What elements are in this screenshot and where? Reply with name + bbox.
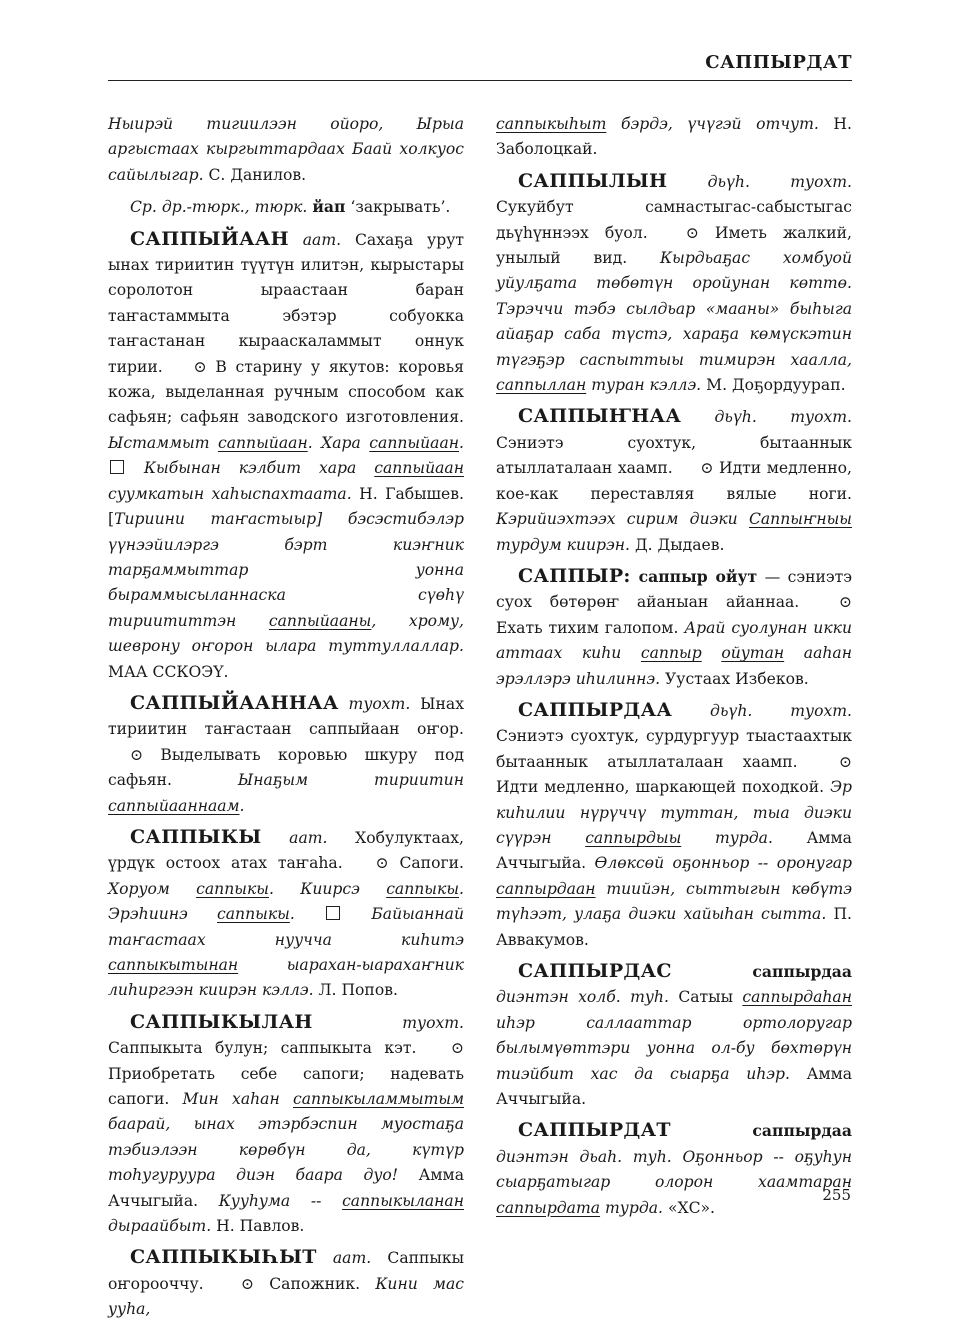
example-headword-form: Саппыҥныы	[748, 510, 852, 529]
circled-dot-icon: ⊙	[838, 593, 852, 612]
italic-text: туохт.	[312, 1013, 464, 1032]
headword: САППЫЙААН	[130, 227, 289, 250]
italic-text: иһэр саллааттар ортолоругар былымүөттэри уонна ол-бу бөхтөрүн тиэйбит хас да сыарҕа иһэр.	[496, 1013, 852, 1083]
headword: САППЫҤНАА	[518, 405, 682, 428]
circled-dot-icon: ⊙	[375, 854, 389, 873]
body-text: Амма Аччыгыйа.	[496, 828, 852, 873]
example-headword-form: саппыйаан	[369, 433, 460, 452]
body-text: Сэниэтэ суохтук, сурдургуур тыастаахтык бытааннык атыллаталаан хаамп.	[496, 727, 852, 771]
italic-text: аат.	[316, 1249, 372, 1268]
body-text: Ынах тириитин таҥастаан саппыйаан оҥор.	[108, 694, 464, 739]
example-headword-form: саппыкы	[386, 879, 460, 898]
body-text: Приобретать себе сапоги; надевать сапоги.	[108, 1064, 464, 1109]
italic-text: аат.	[288, 230, 342, 249]
italic-text: . Киирсэ	[269, 879, 387, 898]
italic-text: Ср. др.-тюрк., тюрк.	[130, 198, 313, 217]
dictionary-entry	[108, 825, 464, 1004]
body-text: Н. Павлов.	[211, 1217, 305, 1236]
body-text: Ехать тихим галопом.	[496, 618, 685, 637]
example-headword-form: саппыкыһыт	[496, 115, 607, 133]
body-text: Иметь жалкий, унылый вид.	[496, 223, 853, 268]
body-text: Выделывать коровью шкуру под сафьян.	[108, 745, 464, 790]
headword: САППЫЙААННАА	[130, 691, 339, 714]
body-text: Уустаах Избеков.	[660, 669, 809, 688]
body-text: ‘закрывать’.	[345, 198, 451, 217]
italic-text	[702, 644, 722, 662]
italic-text: дьүһ. туохт.	[681, 408, 852, 427]
body-text: Д. Дыдаев.	[629, 535, 725, 554]
italic-text: Кэрийиэхтээх сирим диэки	[496, 510, 749, 529]
headword: САППЫКЫҺЫТ	[130, 1246, 317, 1269]
italic-text: Эр киһилии нүрүччү туттан, тыа диэки сүүрэн	[496, 778, 852, 847]
example-headword-form: саппыйаан	[374, 459, 464, 478]
body-text: Саппыкыта булун; саппыкыта кэт.	[108, 1039, 429, 1058]
body-text: Идти медленно, кое-как переставляя вялые ноги.	[496, 459, 853, 503]
italic-text: .	[239, 796, 245, 815]
example-headword-form: саппырдаһан	[742, 988, 852, 1007]
italic-text: ааһан эрэллэрэ иһилиннэ.	[496, 644, 852, 688]
italic-text: Өлөксөй оҕонньор -- оронугар	[594, 854, 852, 873]
body-text: МАА ССКОЭҮ.	[108, 662, 229, 681]
italic-text: ыарахан-ыарахаҥник лиһиргээн киирэн кэллэ.	[108, 956, 464, 1000]
dictionary-entry	[108, 1010, 464, 1240]
italic-text: Кууһума --	[218, 1191, 343, 1210]
example-headword-form: саппыкытынан	[108, 956, 239, 974]
italic-text: диэнтэн дьаһ. туһ.	[496, 1147, 672, 1166]
italic-text: тиийэн, сыттыгын көбүтэ түһээт, улаҕа диэки хайыһан сытта.	[496, 879, 852, 924]
circled-dot-icon: ⊙	[130, 745, 144, 764]
headword: САППЫЛЫН	[518, 169, 668, 192]
example-headword-form: саппыйааннаам	[108, 796, 240, 815]
headword: САППЫРДАТ	[518, 1119, 671, 1142]
circled-dot-icon: ⊙	[685, 223, 699, 242]
italic-text: Кини мас ууһа,	[108, 1274, 465, 1319]
page-number: 255	[822, 1186, 851, 1204]
italic-text: .	[459, 433, 464, 452]
italic-text: Кырдьаҕас хомбуой уйулҕата төбөтүн оройунан көттө. Тэрэччи тэбэ сылдьар «мааны» быһыга айаҕар саба түстэ, хараҕа көмүскэтин түгэҕэр саспыттыы тимирэн хаалла,	[496, 249, 852, 369]
italic-text: суумкатын хаһыспахтаата.	[108, 484, 352, 503]
italic-text: турда.	[681, 828, 773, 847]
italic-text: диэнтэн холб. туһ.	[496, 988, 669, 1007]
italic-text: . Эрэһиинэ	[108, 879, 464, 924]
body-text: Сукуйбут самнастыгас-сабыстыгас дьүһүннээх буол.	[496, 198, 852, 242]
dictionary-entry	[496, 1118, 852, 1221]
dictionary-entry	[108, 227, 464, 685]
bold-text: йап	[312, 197, 346, 217]
example-headword-form: ойутан	[721, 644, 785, 663]
body-text: Амма Аччыгыйа.	[108, 1166, 464, 1210]
headword: САППЫРДАС	[518, 960, 672, 982]
circled-dot-icon: ⊙	[700, 459, 714, 478]
example-headword-form: саппырдаан	[496, 879, 596, 898]
dictionary-entry	[108, 194, 464, 220]
italic-text: туран кэллэ.	[586, 376, 702, 395]
body-text: Хобулуктаах, үрдүк остоох атах таҥаһа.	[108, 828, 465, 873]
body-text: В старину у якутов: коровья кожа, выделанная ручным способом как сафьян; сафьян заводского изготовления.	[108, 357, 464, 427]
headword: САППЫКЫ	[130, 825, 262, 848]
box-marker-icon	[110, 460, 124, 474]
dictionary-entry	[496, 404, 852, 557]
italic-text: Ыстаммыт	[108, 433, 218, 452]
running-header	[108, 52, 852, 81]
example-headword-form: саппыллан	[496, 376, 587, 395]
dictionary-entry	[108, 112, 464, 188]
headword: САППЫР:	[518, 564, 631, 587]
body-text: «ХС».	[662, 1198, 716, 1217]
body-text: М. Доҕордуурап.	[701, 376, 846, 395]
italic-text: турдум киирэн.	[496, 535, 630, 554]
italic-text: туохт.	[338, 694, 411, 713]
italic-text: Ныирэй тигиилээн ойоро, Ырыа аргыстаах кыргыттардаах Баай холкуос сайылыгар.	[108, 115, 464, 184]
body-text: Л. Попов.	[313, 981, 398, 1000]
italic-text: дьүһ. туохт.	[672, 701, 852, 720]
italic-text: аат.	[261, 828, 328, 847]
headword: САППЫКЫЛАН	[130, 1010, 313, 1033]
italic-text: , хрому, шеврону оҥорон ылара туттуллаллар.	[108, 611, 464, 656]
body-text: Сатыы	[668, 988, 743, 1007]
box-marker-icon	[326, 906, 340, 920]
italic-text: .	[289, 905, 325, 924]
italic-text: Тириини таҥастыыр	[114, 510, 317, 529]
italic-text: дыраайбыт.	[108, 1217, 212, 1236]
body-text: Идти медленно, шаркающей походкой.	[496, 778, 831, 797]
body-text: Амма Аччыгыйа.	[496, 1064, 852, 1109]
dictionary-entry	[496, 112, 852, 163]
body-text: Сахаҕа урут ынах тириитин түүтүн илитэн, кырыстары соролотон ыраастаан баран таҥастаммыта эбэтэр собуокка таҥастанан кырааскаламмыт оннук тирии.	[108, 230, 464, 376]
example-headword-form: саппырдата	[496, 1198, 601, 1217]
dictionary-entry	[108, 1245, 464, 1322]
example-headword-form: саппыр	[640, 644, 702, 663]
italic-text: Кыбынан кэлбит хара	[126, 459, 375, 478]
bold-text: саппырдаа	[671, 962, 852, 981]
italic-text: баарай, ынах этэрбэспин муостаҕа тэбиэлээн көрөбүн да, күтүр тоһугуруура диэн баара дуо!	[108, 1115, 464, 1185]
bold-text: саппыр ойут	[630, 566, 758, 586]
italic-text: турда.	[600, 1198, 663, 1217]
example-headword-form: саппырдыы	[585, 828, 682, 847]
example-headword-form: саппыкыламмытым	[292, 1090, 464, 1109]
example-headword-form: саппыкы	[217, 905, 290, 924]
circled-dot-icon: ⊙	[240, 1274, 254, 1293]
body-text: С. Данилов.	[203, 165, 307, 184]
dictionary-entry	[496, 959, 852, 1112]
example-headword-form: саппыйааны	[268, 611, 372, 630]
body-text: Н. Заболоцкай.	[496, 115, 852, 159]
italic-text: Хоруом	[108, 879, 197, 898]
example-headword-form: саппыкы	[196, 879, 269, 898]
body-text: П. Аввакумов.	[496, 905, 852, 949]
example-headword-form: саппыйаан	[217, 433, 308, 452]
headword: САППЫРДАА	[518, 698, 673, 721]
italic-text: Байыаннай таҥастаах нуучча киһитэ	[108, 905, 464, 949]
body-text: Сэниэтэ суохтук, бытааннык атыллаталаан хаамп.	[496, 433, 852, 478]
bold-text: саппырдаа	[670, 1121, 852, 1141]
body-text: Н. Габышев. [	[108, 484, 464, 529]
running-head-title: САППЫРДАТ	[705, 52, 852, 73]
circled-dot-icon: ⊙	[838, 752, 852, 771]
italic-text: бэрдэ, үчүгэй отчут.	[606, 115, 819, 133]
italic-text: Арай суолунан икки аттаах киһи	[496, 618, 852, 663]
italic-text: . Хара	[307, 433, 370, 452]
italic-text: Оҕонньор -- оҕуһун сыарҕатыгар олорон хаамтаран	[496, 1147, 853, 1192]
circled-dot-icon: ⊙	[450, 1039, 464, 1058]
body-text: Сапожник.	[253, 1274, 376, 1293]
italic-text: Мин хаһан	[182, 1090, 293, 1109]
dictionary-entry	[496, 698, 852, 953]
body-text: Саппыкы оҥорооччу.	[108, 1249, 465, 1293]
circled-dot-icon: ⊙	[193, 357, 207, 376]
left-column	[108, 112, 464, 1329]
italic-text: дьүһ. туохт.	[667, 172, 852, 191]
body-text: — сэниэтэ суох бөтөрөҥ айаныан айаннаа.	[496, 567, 853, 612]
dictionary-entry	[496, 169, 852, 399]
example-headword-form: саппыкыланан	[342, 1191, 464, 1210]
dictionary-entry	[496, 564, 852, 692]
body-text: Сапоги.	[388, 854, 464, 873]
dictionary-entry	[108, 691, 464, 819]
right-column	[496, 112, 852, 1227]
italic-text: Ынаҕым тириитин	[237, 771, 464, 790]
italic-text: ] бэсэстибэлэр үүнээйилэргэ бэрт киэҥник тарҕаммыттар уонна быраммысыланнаска сүөһү тириититтэн	[108, 510, 464, 630]
